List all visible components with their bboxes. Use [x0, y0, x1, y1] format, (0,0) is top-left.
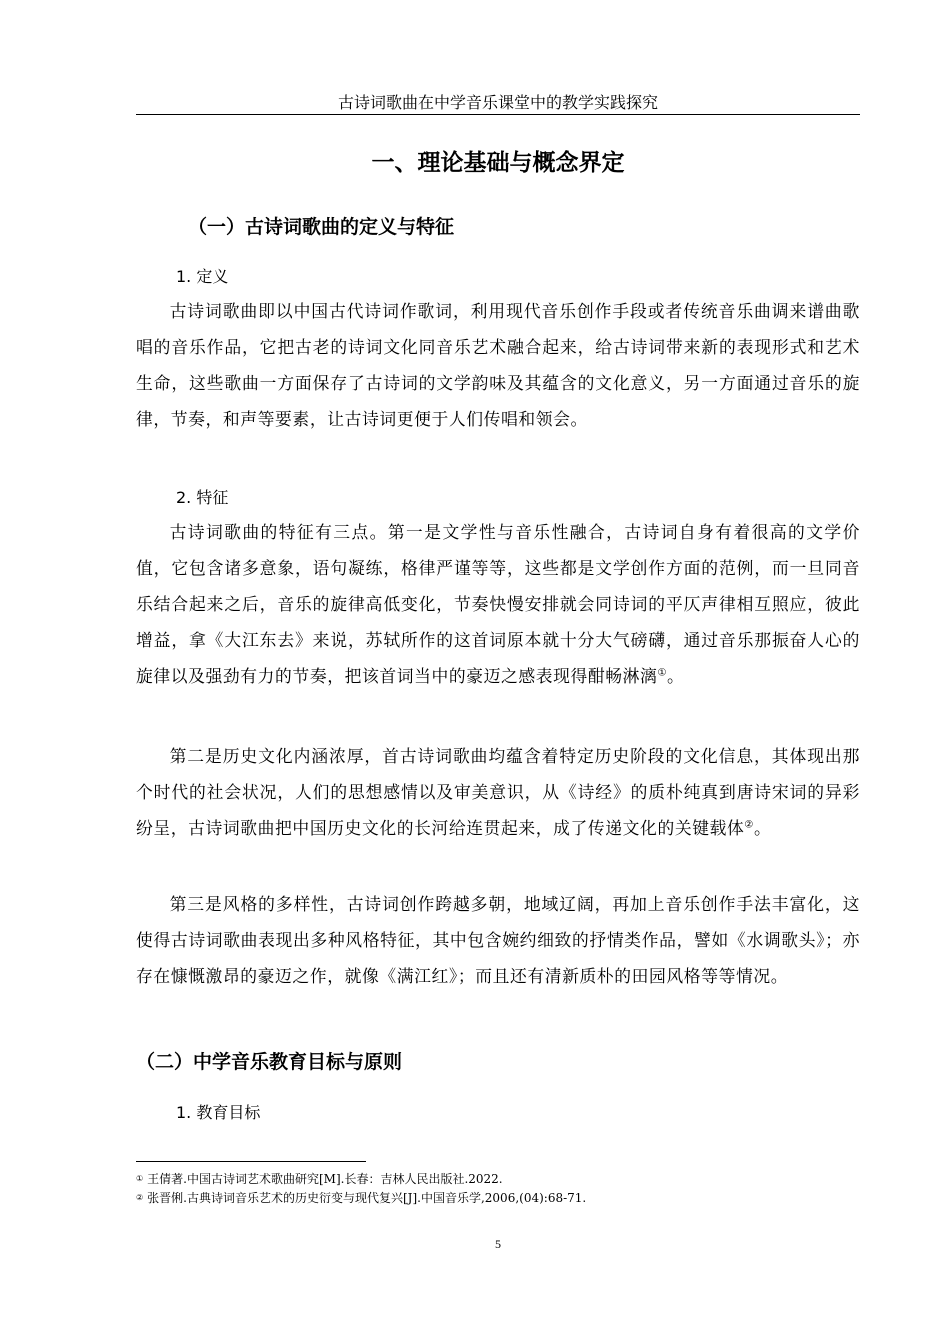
running-header: 古诗词歌曲在中学音乐课堂中的教学实践探究	[136, 92, 860, 115]
footnote-2-text: 张晋俐.古典诗词音乐艺术的历史衍变与现代复兴[J].中国音乐学,2006,(04):68-71.	[147, 1191, 587, 1205]
definition-paragraph: 古诗词歌曲即以中国古代诗词作歌词，利用现代音乐创作手段或者传统音乐曲调来谱曲歌唱的音乐作品，它把古老的诗词文化同音乐艺术融合起来，给古诗词带来新的表现形式和艺术生命，这些歌曲一方面保存了古诗词的文学韵味及其蕴含的文化意义，另一方面通过音乐的旋律，节奏，和声等要素，让古诗词更便于人们传唱和领会。	[136, 301, 860, 429]
features-paragraph-2-end: 。	[753, 818, 772, 838]
chapter-title: 一、理论基础与概念界定	[371, 150, 625, 176]
footnote-1-mark: ①	[136, 1174, 144, 1183]
subsection-title-features: 2. 特征	[176, 488, 229, 507]
section-title-1: （一）古诗词歌曲的定义与特征	[188, 216, 455, 238]
subsection-title-definition: 1. 定义	[176, 267, 229, 286]
footnote-1-text: 王倩著.中国古诗词艺术歌曲研究[M].长春：吉林人民出版社.2022.	[147, 1172, 503, 1186]
footnote-1	[136, 1171, 503, 1187]
subsection-title-education-goals: 1. 教育目标	[176, 1103, 261, 1122]
features-paragraph-2-text: 第二是历史文化内涵浓厚，首古诗词歌曲均蕴含着特定历史阶段的文化信息，其体现出那个时代的社会状况，人们的思想感情以及审美意识，从《诗经》的质朴纯真到唐诗宋词的异彩纷呈，古诗词歌曲把中国历史文化的长河给连贯起来，成了传递文化的关键载体	[136, 746, 860, 838]
features-paragraph-1-end: 。	[667, 666, 685, 686]
features-paragraph-3: 第三是风格的多样性，古诗词创作跨越多朝，地域辽阔，再加上音乐创作手法丰富化，这使得古诗词歌曲表现出多种风格特征，其中包含婉约细致的抒情类作品，譬如《水调歌头》；亦存在慷慨激昂的豪迈之作，就像《满江红》；而且还有清新质朴的田园风格等等情况。	[136, 894, 860, 986]
footnote-ref-2: ②	[744, 819, 754, 831]
footnote-2-mark: ②	[136, 1193, 144, 1202]
footnote-ref-1: ①	[657, 667, 668, 679]
section-title-2: （二）中学音乐教育目标与原则	[136, 1051, 403, 1073]
features-paragraph-1	[136, 514, 860, 694]
footnote-divider	[136, 1161, 366, 1162]
page-number: 5	[495, 1237, 501, 1251]
footnote-2	[136, 1190, 586, 1206]
features-paragraph-1-text: 古诗词歌曲的特征有三点。第一是文学性与音乐性融合，古诗词自身有着很高的文学价值，它包含诸多意象，语句凝练，格律严谨等等，这些都是文学创作方面的范例，而一旦同音乐结合起来之后，音乐的旋律高低变化，节奏快慢安排就会同诗词的平仄声律相互照应，彼此增益，拿《大江东去》来说，苏轼所作的这首词原本就十分大气磅礴，通过音乐那振奋人心的旋律以及强劲有力的节奏，把该首词当中的豪迈之感表现得酣畅淋漓	[136, 522, 860, 686]
features-paragraph-2	[136, 738, 860, 846]
